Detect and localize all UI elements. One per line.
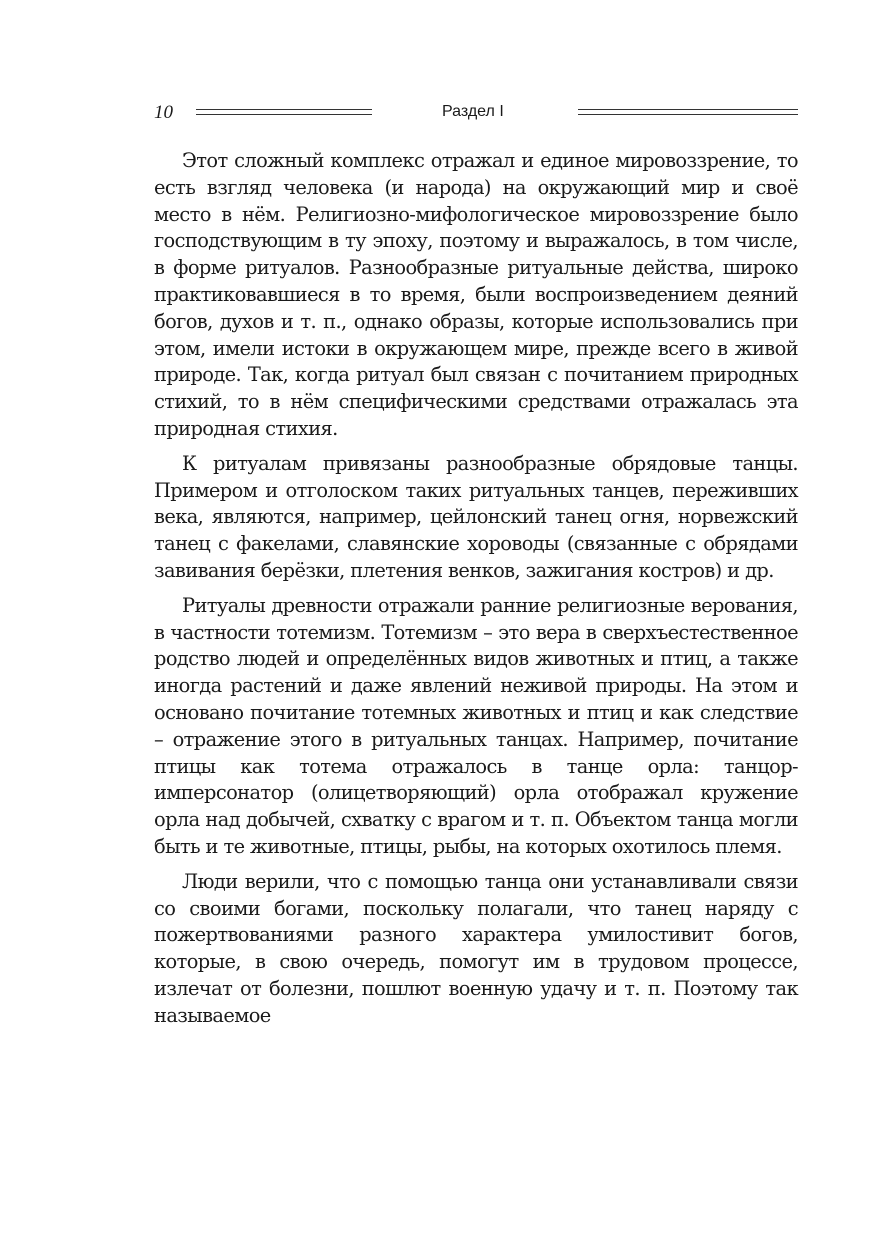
paragraph-3: Ритуалы древности отражали ранние религиозные верования, в частности тотемизм. Тотемизм – это вера в сверхъестественное родство людей и определённых видов животных и птиц, а также иногда растений и даже явлений неживой природы. На этом и основано почитание тотемных животных и птиц и как следствие – отражение этого в ритуальных танцах. Например, почитание птицы как тотема отражалось в танце орла: танцор-имперсонатор (олицетворяющий) орла отображал кружение орла над добычей, схватку с врагом и т. п. Объектом танца могли быть и те животные, птицы, рыбы, на которых охотилось племя. — [154, 593, 798, 858]
body-text — [154, 148, 798, 1030]
section-title: Раздел I — [442, 103, 504, 120]
header-rule-left — [196, 109, 372, 115]
paragraph-2: К ритуалам привязаны разнообразные обрядовые танцы. Примером и отголоском таких ритуальных танцев, переживших века, являются, например, цейлонский танец огня, норвежский танец с факелами, славянские хороводы (связанные с обрядами завивания берёзки, плетения венков, зажигания костров) и др. — [154, 451, 798, 582]
running-header — [154, 100, 798, 126]
page-number: 10 — [154, 102, 173, 123]
paragraph-4: Люди верили, что с помощью танца они устанавливали связи со своими богами, поскольку полагали, что танец наряду с пожертвованиями разного характера умилостивит богов, которые, в свою очередь, помогут им в трудовом процессе, излечат от болезни, пошлют военную удачу и т. п. Поэтому так называемое — [154, 869, 798, 1027]
header-rule-right — [578, 109, 798, 115]
paragraph-1: Этот сложный комплекс отражал и единое мировоззрение, то есть взгляд человека (и народа) на окружающий мир и своё место в нём. Религиозно-мифологическое мировоззрение было господствующим в ту эпоху, поэтому и выражалось, в том числе, в форме ритуалов. Разнообразные ритуальные действа, широко практиковавшиеся в то время, были воспроизведением деяний богов, духов и т. п., однако образы, которые использовались при этом, имели истоки в окружающем мире, прежде всего в живой природе. Так, когда ритуал был связан с почитанием природных стихий, то в нём специфическими средствами отражалась эта природная стихия. — [154, 149, 798, 440]
